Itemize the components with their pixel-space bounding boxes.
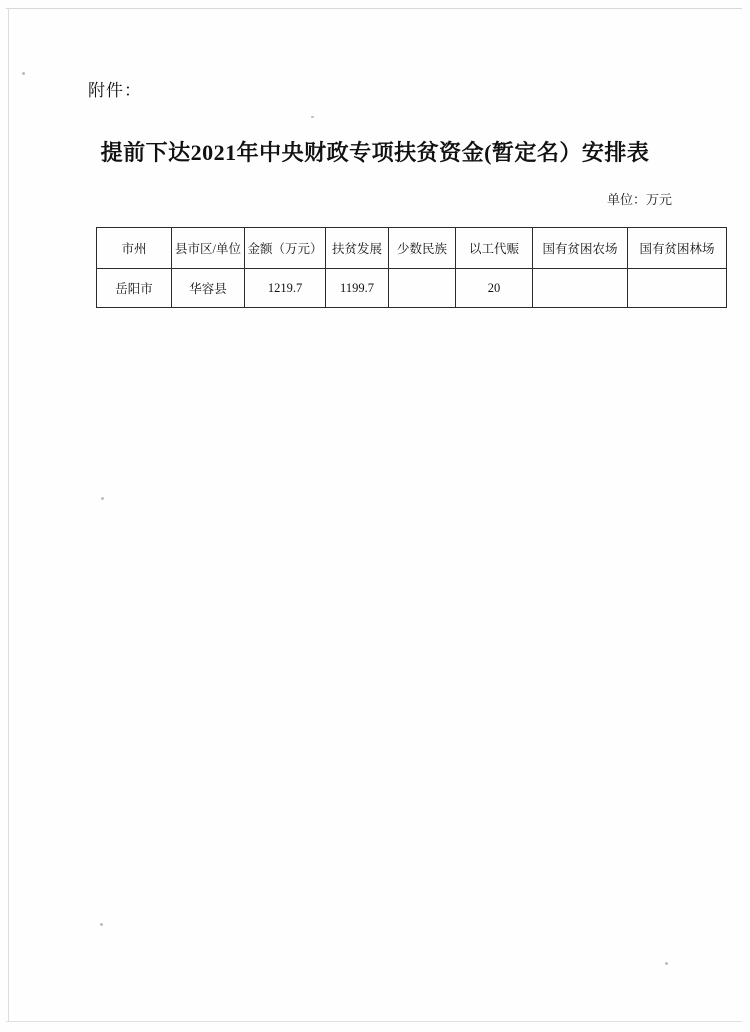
fund-allocation-table-wrapper bbox=[96, 227, 715, 308]
table-header-row bbox=[97, 228, 727, 269]
column-header-amount: 金额（万元） bbox=[245, 228, 326, 269]
scan-speck bbox=[100, 923, 103, 926]
column-header-ethnic-minority: 少数民族 bbox=[389, 228, 456, 269]
column-header-state-farm: 国有贫困农场 bbox=[533, 228, 628, 269]
table-row bbox=[97, 269, 727, 308]
page-title: 提前下达2021年中央财政专项扶贫资金(暂定名）安排表 bbox=[100, 140, 650, 165]
cell-city: 岳阳市 bbox=[97, 269, 172, 308]
scan-speck bbox=[665, 962, 668, 965]
cell-poverty-development: 1199.7 bbox=[326, 269, 389, 308]
scan-speck bbox=[311, 116, 314, 118]
cell-state-forest-farm bbox=[628, 269, 727, 308]
attachment-label: 附件： bbox=[88, 81, 142, 100]
cell-work-relief: 20 bbox=[456, 269, 533, 308]
page-edge-top bbox=[6, 8, 742, 9]
fund-allocation-table bbox=[96, 227, 727, 308]
unit-note: 单位：万元 bbox=[606, 192, 672, 207]
column-header-work-relief: 以工代赈 bbox=[456, 228, 533, 269]
page-edge-bottom bbox=[6, 1021, 742, 1022]
cell-county: 华容县 bbox=[172, 269, 245, 308]
scan-speck bbox=[22, 72, 25, 75]
table-header bbox=[97, 228, 727, 269]
cell-state-farm bbox=[533, 269, 628, 308]
column-header-county: 县市区/单位 bbox=[172, 228, 245, 269]
column-header-city: 市州 bbox=[97, 228, 172, 269]
cell-amount: 1219.7 bbox=[245, 269, 326, 308]
scan-speck bbox=[101, 497, 104, 500]
column-header-poverty-development: 扶贫发展 bbox=[326, 228, 389, 269]
column-header-state-forest-farm: 国有贫困林场 bbox=[628, 228, 727, 269]
cell-ethnic-minority bbox=[389, 269, 456, 308]
table-body bbox=[97, 269, 727, 308]
